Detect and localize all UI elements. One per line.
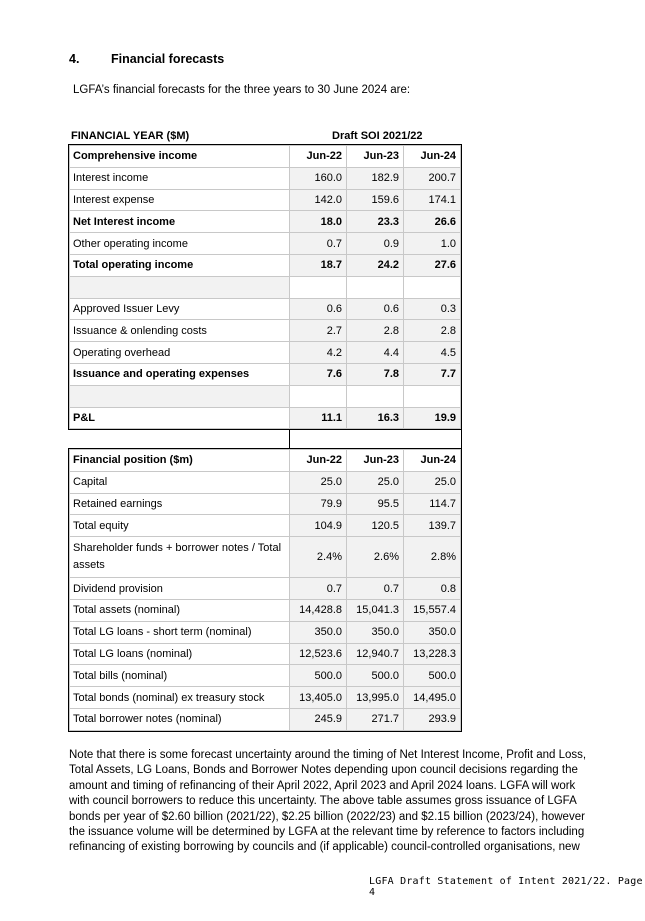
table-row [70,493,461,515]
row-value-cell: 15,557.4 [404,599,461,621]
table-row [70,254,461,276]
row-value-cell: 0.7 [290,233,347,255]
row-value-cell: 27.6 [404,254,461,276]
row-value-cell: 16.3 [347,407,404,429]
row-label-cell: P&L [70,407,290,429]
row-label-cell: Total equity [70,515,290,537]
row-value-cell: 2.4% [290,537,347,578]
table-row [70,363,461,385]
row-value-cell: 7.8 [347,363,404,385]
row-label-cell: Total borrower notes (nominal) [70,708,290,730]
table-row [70,342,461,364]
row-value-cell [347,276,404,298]
row-label-cell: Interest income [70,167,290,189]
row-label-cell: Approved Issuer Levy [70,298,290,320]
row-value-cell: 293.9 [404,708,461,730]
row-value-cell: 142.0 [290,189,347,211]
row-value-cell: 7.7 [404,363,461,385]
row-value-cell: 18.7 [290,254,347,276]
table-header-row [70,450,461,472]
row-label-cell: Issuance & onlending costs [70,320,290,342]
row-label-cell: Total bills (nominal) [70,665,290,687]
row-value-cell [404,385,461,407]
row-value-cell: 4.5 [404,342,461,364]
table-gap-box [289,430,462,449]
table-row [70,643,461,665]
row-value-cell: 2.8% [404,537,461,578]
table-row [70,537,461,578]
row-label-cell: Interest expense [70,189,290,211]
row-value-cell: 14,428.8 [290,599,347,621]
intro-text: LGFA’s financial forecasts for the three years to 30 June 2024 are: [73,84,411,96]
row-value-cell: 2.8 [404,320,461,342]
row-label-cell: Net Interest income [70,211,290,233]
row-value-cell: 0.8 [404,578,461,600]
row-value-cell: 4.2 [290,342,347,364]
row-value-cell: 350.0 [404,621,461,643]
table-row [70,471,461,493]
row-value-cell [404,276,461,298]
position-table [69,449,461,731]
row-label-cell: Shareholder funds + borrower notes / Total assets [70,537,290,578]
row-value-cell: 25.0 [347,471,404,493]
forecast-note: Note that there is some forecast uncertainty around the timing of Net Interest Income, Profit and Loss, Total Assets, LG Loans, Bonds and Borrower Notes depending upon council decisions regarding the amount and timing of refinancing of their April 2022, April 2023 and April 2024 loans. LGFA will work with council borrowers to reduce this uncertainty. The above table assumes gross issuance of LGFA bonds per year of $2.60 billion (2021/22), $2.25 billion (2022/23) and $2.15 billion (2023/24), however the issuance volume will be determined by LGFA at the relevant time by reference to factors including refinancing of existing borrowing by councils and (if applicable) council-controlled organisations, new [69,749,587,854]
table-row [70,665,461,687]
row-value-cell: 182.9 [347,167,404,189]
row-value-cell: 0.3 [404,298,461,320]
header-year-cell: Jun-24 [404,146,461,168]
header-year-cell: Jun-22 [290,450,347,472]
row-value-cell: 13,228.3 [404,643,461,665]
row-value-cell: 174.1 [404,189,461,211]
row-value-cell: 500.0 [404,665,461,687]
table-row [70,189,461,211]
row-label-cell: Dividend provision [70,578,290,600]
row-label-cell: Total operating income [70,254,290,276]
table-row [70,578,461,600]
table-row [70,708,461,730]
row-value-cell: 139.7 [404,515,461,537]
row-label-cell [70,385,290,407]
row-value-cell: 19.9 [404,407,461,429]
table-row [70,515,461,537]
row-label-cell: Total LG loans (nominal) [70,643,290,665]
row-value-cell: 0.6 [290,298,347,320]
row-value-cell: 79.9 [290,493,347,515]
table-row [70,298,461,320]
row-value-cell: 2.6% [347,537,404,578]
table-row [70,233,461,255]
section-heading [69,52,224,66]
row-value-cell: 15,041.3 [347,599,404,621]
row-value-cell: 245.9 [290,708,347,730]
table-row [70,167,461,189]
page-footer: LGFA Draft Statement of Intent 2021/22. Page 4 [369,876,643,898]
draft-soi-label: Draft SOI 2021/22 [332,130,423,142]
row-value-cell: 95.5 [347,493,404,515]
table-row [70,320,461,342]
table-row [70,385,461,407]
row-value-cell: 0.7 [347,578,404,600]
row-value-cell: 0.6 [347,298,404,320]
row-label-cell [70,276,290,298]
row-label-cell: Total LG loans - short term (nominal) [70,621,290,643]
row-label-cell: Total assets (nominal) [70,599,290,621]
row-value-cell: 18.0 [290,211,347,233]
row-value-cell: 25.0 [290,471,347,493]
header-year-cell: Jun-22 [290,146,347,168]
header-year-cell: Jun-24 [404,450,461,472]
section-number: 4. [69,52,80,66]
row-value-cell: 11.1 [290,407,347,429]
row-value-cell: 13,995.0 [347,687,404,709]
row-value-cell: 1.0 [404,233,461,255]
financial-year-label: FINANCIAL YEAR ($M) [71,130,190,142]
row-label-cell: Retained earnings [70,493,290,515]
row-value-cell: 7.6 [290,363,347,385]
row-label-cell: Total bonds (nominal) ex treasury stock [70,687,290,709]
row-value-cell: 160.0 [290,167,347,189]
row-value-cell: 114.7 [404,493,461,515]
row-value-cell [290,276,347,298]
table-row [70,407,461,429]
table-row [70,599,461,621]
row-label-cell: Operating overhead [70,342,290,364]
table-row [70,211,461,233]
row-value-cell: 14,495.0 [404,687,461,709]
table-header-row [70,146,461,168]
row-value-cell: 24.2 [347,254,404,276]
row-value-cell [347,385,404,407]
header-label-cell: Financial position ($m) [70,450,290,472]
table-row [70,687,461,709]
row-value-cell: 2.8 [347,320,404,342]
row-value-cell: 12,523.6 [290,643,347,665]
row-value-cell [290,385,347,407]
row-value-cell: 26.6 [404,211,461,233]
row-value-cell: 120.5 [347,515,404,537]
row-value-cell: 200.7 [404,167,461,189]
row-value-cell: 271.7 [347,708,404,730]
row-value-cell: 500.0 [347,665,404,687]
row-value-cell: 159.6 [347,189,404,211]
row-value-cell: 2.7 [290,320,347,342]
row-value-cell: 23.3 [347,211,404,233]
row-label-cell: Capital [70,471,290,493]
section-title: Financial forecasts [111,52,225,66]
table-row [70,276,461,298]
header-label-cell: Comprehensive income [70,146,290,168]
row-value-cell: 12,940.7 [347,643,404,665]
row-label-cell: Issuance and operating expenses [70,363,290,385]
row-value-cell: 13,405.0 [290,687,347,709]
row-value-cell: 350.0 [347,621,404,643]
header-year-cell: Jun-23 [347,146,404,168]
row-value-cell: 104.9 [290,515,347,537]
row-value-cell: 0.9 [347,233,404,255]
income-table [69,145,461,429]
row-value-cell: 350.0 [290,621,347,643]
row-label-cell: Other operating income [70,233,290,255]
row-value-cell: 4.4 [347,342,404,364]
row-value-cell: 0.7 [290,578,347,600]
table-row [70,621,461,643]
header-year-cell: Jun-23 [347,450,404,472]
row-value-cell: 25.0 [404,471,461,493]
row-value-cell: 500.0 [290,665,347,687]
